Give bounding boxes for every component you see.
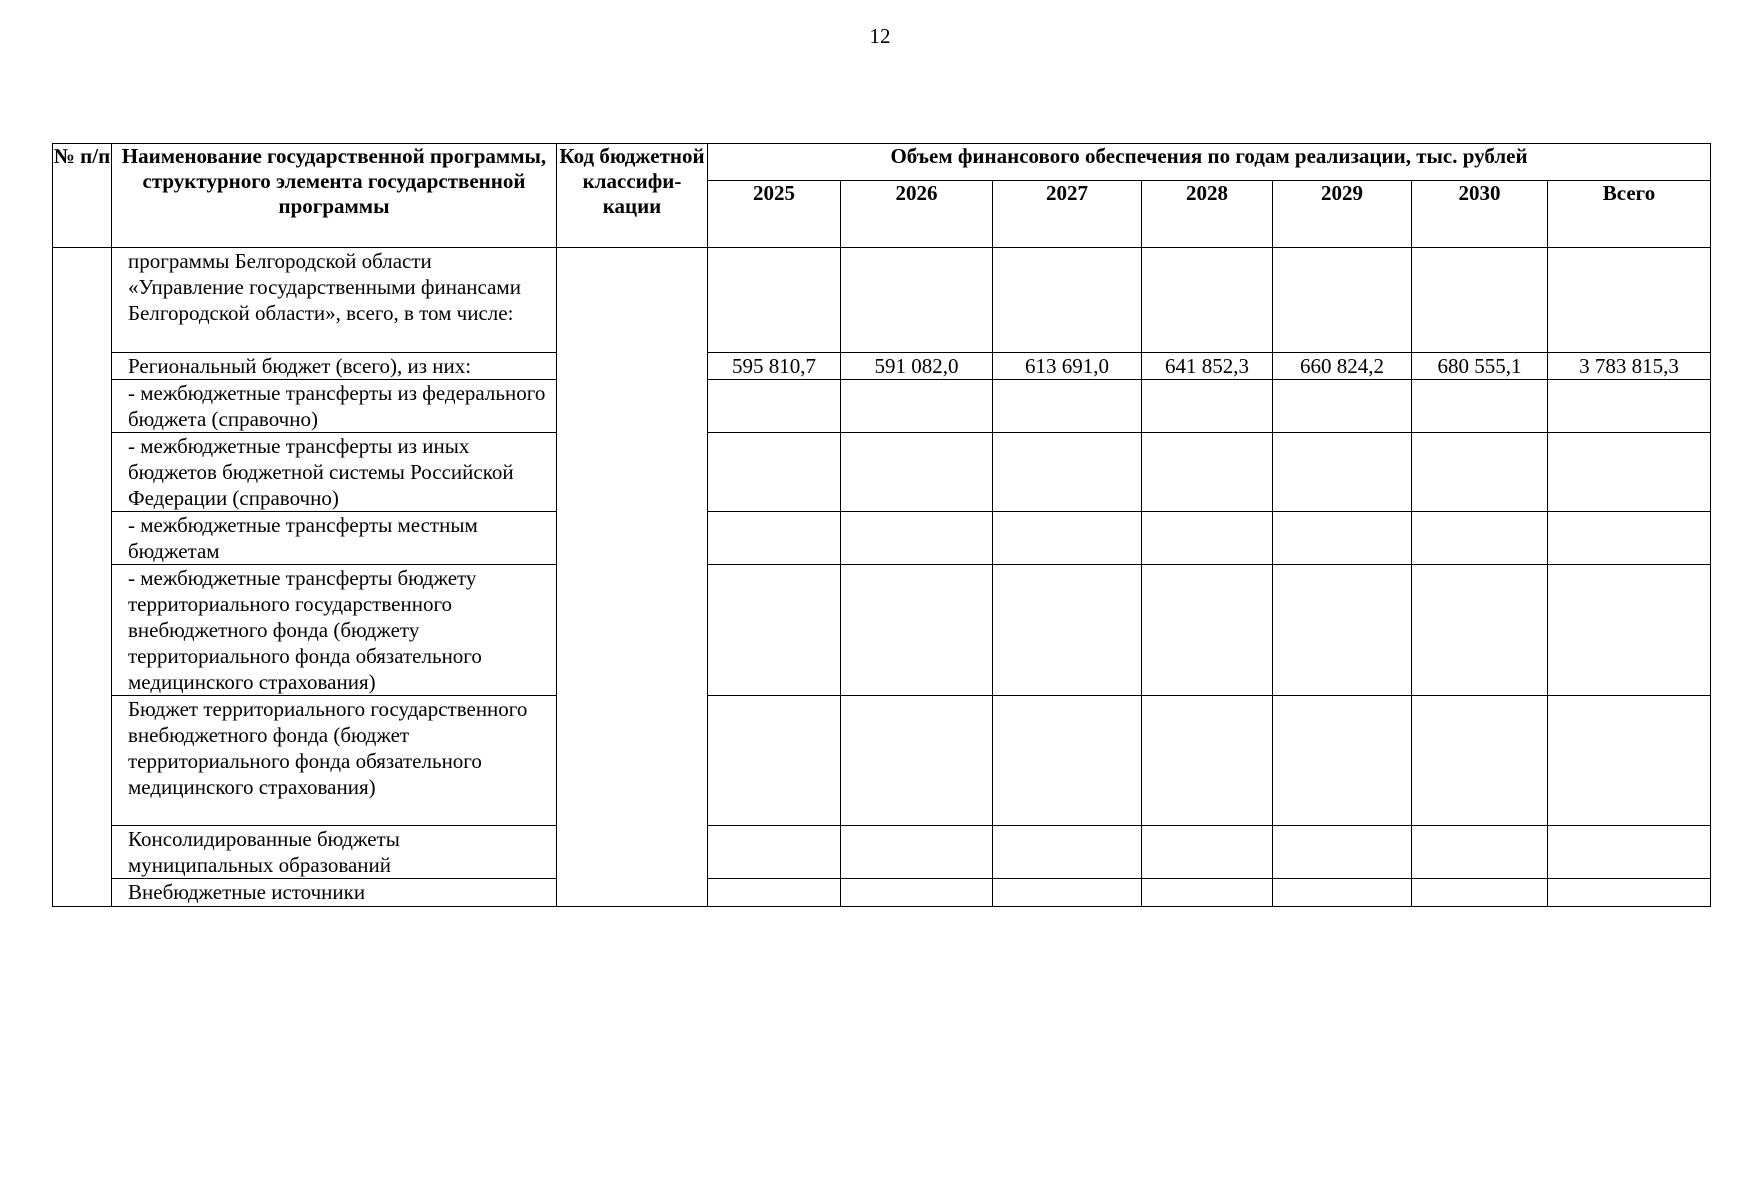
value-cell — [1273, 696, 1412, 826]
value-cell — [1548, 380, 1711, 433]
value-cell — [1142, 512, 1273, 565]
value-cell: 613 691,0 — [993, 353, 1142, 380]
value-cell — [1412, 248, 1548, 353]
row-number-cell — [53, 248, 112, 907]
value-cell — [708, 380, 841, 433]
value-cell — [841, 433, 993, 512]
value-cell — [1412, 380, 1548, 433]
value-cell — [708, 879, 841, 907]
value-cell — [993, 512, 1142, 565]
row-name: Региональный бюджет (всего), из них: — [112, 353, 557, 380]
value-cell — [1412, 565, 1548, 696]
value-cell — [1412, 433, 1548, 512]
table-row — [53, 826, 1711, 879]
value-cell — [1412, 696, 1548, 826]
value-cell — [841, 248, 993, 353]
value-cell — [1548, 248, 1711, 353]
row-name: - межбюджетные трансферты из федерального бюджета (справочно) — [112, 380, 557, 433]
value-cell — [1142, 565, 1273, 696]
value-cell — [1412, 512, 1548, 565]
value-cell — [708, 433, 841, 512]
value-cell: 660 824,2 — [1273, 353, 1412, 380]
value-cell — [1273, 879, 1412, 907]
header-year: 2028 — [1142, 181, 1273, 248]
value-cell — [841, 696, 993, 826]
value-cell — [708, 696, 841, 826]
value-cell — [841, 826, 993, 879]
value-cell — [993, 433, 1142, 512]
value-cell — [1142, 380, 1273, 433]
value-cell — [841, 879, 993, 907]
value-cell — [708, 512, 841, 565]
value-cell — [993, 248, 1142, 353]
value-cell — [1548, 565, 1711, 696]
value-cell — [1142, 248, 1273, 353]
header-year: 2029 — [1273, 181, 1412, 248]
row-name: - межбюджетные трансферты местным бюджетам — [112, 512, 557, 565]
value-cell — [1412, 879, 1548, 907]
value-cell — [841, 380, 993, 433]
header-year: 2026 — [841, 181, 993, 248]
value-cell — [708, 826, 841, 879]
value-cell — [993, 380, 1142, 433]
header-program-name: Наименование государственной программы, структурного элемента государственной программы — [112, 144, 557, 248]
value-cell — [1548, 433, 1711, 512]
value-cell — [1273, 380, 1412, 433]
financing-table — [52, 143, 1711, 907]
header-total: Всего — [1548, 181, 1711, 248]
value-cell — [993, 565, 1142, 696]
value-cell — [1273, 248, 1412, 353]
value-cell: 680 555,1 — [1412, 353, 1548, 380]
table-row — [53, 879, 1711, 907]
value-cell — [1548, 696, 1711, 826]
table-row — [53, 696, 1711, 826]
value-cell — [993, 696, 1142, 826]
value-cell — [1548, 512, 1711, 565]
value-cell — [1548, 826, 1711, 879]
table-row — [53, 433, 1711, 512]
value-cell — [708, 248, 841, 353]
value-cell — [1273, 512, 1412, 565]
value-cell — [708, 565, 841, 696]
value-cell — [841, 565, 993, 696]
value-cell — [993, 826, 1142, 879]
page-number: 12 — [869, 24, 891, 48]
row-name: - межбюджетные трансферты бюджету территориального государственного внебюджетного фонда (бюджету территориального фонда обязательного медицинского страхования) — [112, 565, 557, 696]
value-cell — [1273, 433, 1412, 512]
table-row — [53, 512, 1711, 565]
table-row — [53, 353, 1711, 380]
table-row — [53, 565, 1711, 696]
value-cell — [1142, 433, 1273, 512]
header-financing-volume: Объем финансового обеспечения по годам реализации, тыс. рублей — [708, 144, 1711, 181]
budget-code-cell — [557, 248, 708, 907]
value-cell — [1142, 696, 1273, 826]
row-name: - межбюджетные трансферты из иных бюджетов бюджетной системы Российской Федерации (справочно) — [112, 433, 557, 512]
row-name: Внебюджетные источники — [112, 879, 557, 907]
value-cell: 591 082,0 — [841, 353, 993, 380]
header-year: 2030 — [1412, 181, 1548, 248]
header-year: 2025 — [708, 181, 841, 248]
value-cell — [1142, 826, 1273, 879]
row-name: Бюджет территориального государственного внебюджетного фонда (бюджет территориального фонда обязательного медицинского страхования) — [112, 696, 557, 826]
table-row — [53, 380, 1711, 433]
value-cell — [1412, 826, 1548, 879]
header-row-number: № п/п — [53, 144, 112, 248]
value-cell — [1548, 879, 1711, 907]
value-cell — [841, 512, 993, 565]
value-cell: 3 783 815,3 — [1548, 353, 1711, 380]
row-name: Консолидированные бюджеты муниципальных образований — [112, 826, 557, 879]
table-row — [53, 248, 1711, 353]
value-cell — [1273, 565, 1412, 696]
value-cell — [1273, 826, 1412, 879]
value-cell: 641 852,3 — [1142, 353, 1273, 380]
value-cell: 595 810,7 — [708, 353, 841, 380]
value-cell — [1142, 879, 1273, 907]
value-cell — [993, 879, 1142, 907]
row-name: программы Белгородской области «Управление государственными финансами Белгородской области», всего, в том числе: — [112, 248, 557, 353]
header-year: 2027 — [993, 181, 1142, 248]
header-budget-code: Код бюджетной классифи-кации — [557, 144, 708, 248]
